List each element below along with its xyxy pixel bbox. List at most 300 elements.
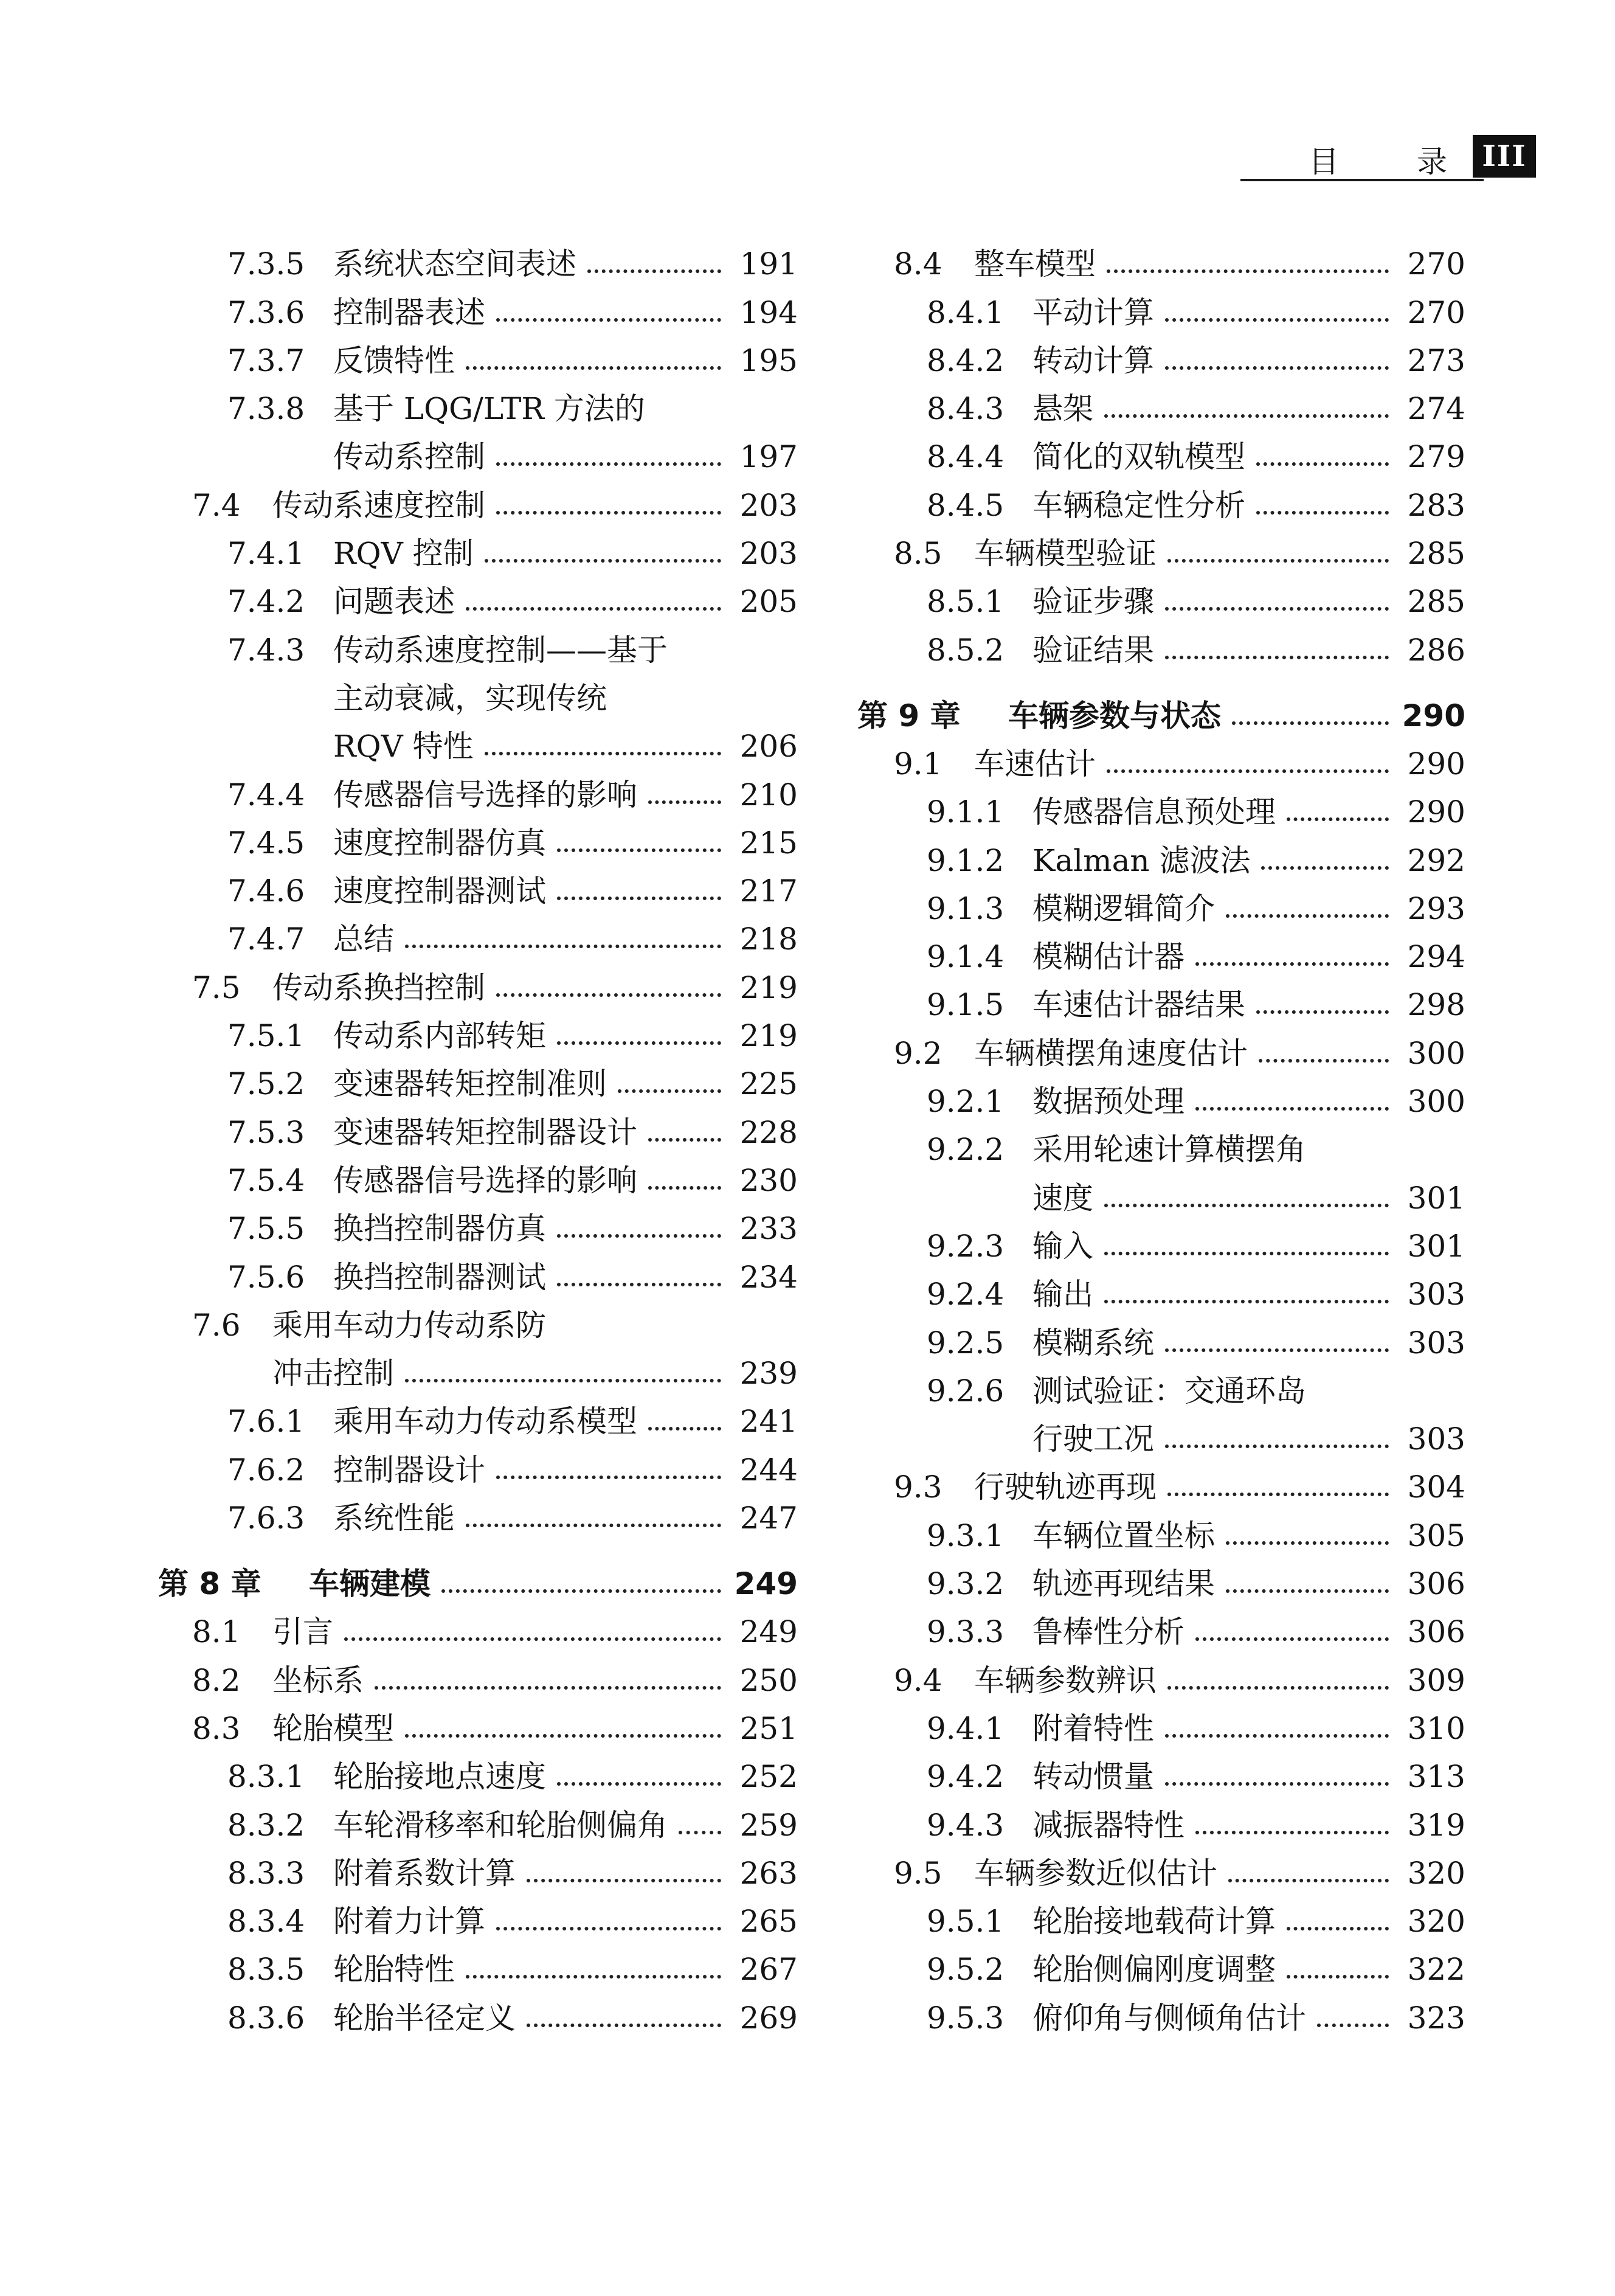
dot-leader bbox=[1165, 1348, 1389, 1352]
toc-entry-title: 轮胎模型 bbox=[272, 1710, 394, 1746]
toc-entry-number: 8.3.4 bbox=[227, 1904, 305, 1940]
toc-entry-title: 转动惯量 bbox=[1032, 1759, 1154, 1795]
toc-entry-number: 8.4 bbox=[894, 246, 942, 282]
toc-entry-page: 197 bbox=[739, 439, 798, 475]
toc-entry-title: 轮胎半径定义 bbox=[333, 2000, 516, 2036]
dot-leader bbox=[1165, 1782, 1389, 1786]
toc-entry-title: 传感器信号选择的影响 bbox=[333, 777, 637, 813]
dot-leader bbox=[1226, 1541, 1389, 1545]
dot-leader bbox=[405, 1379, 721, 1382]
dot-leader bbox=[496, 318, 721, 322]
dot-leader bbox=[1195, 1107, 1389, 1111]
toc-entry bbox=[158, 1599, 798, 1650]
toc-entry-number: 7.3.5 bbox=[227, 246, 305, 282]
header-section-label-right: 录 bbox=[1417, 144, 1447, 179]
toc-entry-page: 205 bbox=[739, 584, 798, 620]
toc-entry-number: 9.3.1 bbox=[927, 1517, 1005, 1553]
toc-entry-title: 附着力计算 bbox=[333, 1904, 485, 1940]
toc-entry bbox=[857, 569, 1465, 620]
toc-entry-number: 7.4.7 bbox=[227, 921, 305, 957]
toc-entry-page: 267 bbox=[739, 1952, 798, 1988]
toc-entry bbox=[158, 810, 798, 861]
dot-leader bbox=[485, 752, 721, 755]
toc-entry-number: 8.5.1 bbox=[927, 584, 1005, 620]
toc-entry bbox=[857, 972, 1465, 1023]
toc-entry-title: 车辆建模 bbox=[309, 1566, 431, 1602]
toc-entry-number: 7.4.3 bbox=[227, 632, 305, 668]
toc-entry bbox=[857, 231, 1465, 282]
toc-entry bbox=[857, 1406, 1465, 1457]
toc-entry-number: 8.3.1 bbox=[227, 1759, 305, 1795]
toc-entry-page: 293 bbox=[1407, 890, 1465, 926]
toc-entry-title: 轮胎侧偏刚度调整 bbox=[1032, 1952, 1276, 1988]
toc-entry bbox=[158, 1099, 798, 1150]
toc-entry-page: 301 bbox=[1407, 1180, 1465, 1216]
toc-entry bbox=[857, 1792, 1465, 1843]
toc-entry-page: 203 bbox=[739, 536, 798, 572]
toc-entry-number: 9.1 bbox=[894, 746, 942, 782]
toc-entry-number: 7.6.2 bbox=[227, 1452, 305, 1488]
toc-entry-number: 7.5.1 bbox=[227, 1018, 305, 1054]
page-number-badge: III bbox=[1473, 135, 1536, 178]
dot-leader bbox=[485, 559, 721, 563]
toc-entry-title: 传动系速度控制 bbox=[272, 487, 485, 523]
toc-entry-page: 322 bbox=[1407, 1952, 1465, 1988]
toc-entry-page: 279 bbox=[1407, 439, 1465, 475]
toc-entry-number: 8.3.3 bbox=[227, 1855, 305, 1891]
toc-entry-number: 8.4.1 bbox=[927, 294, 1005, 330]
dot-leader bbox=[527, 1879, 721, 1882]
dot-leader bbox=[557, 1041, 721, 1045]
toc-entry bbox=[857, 1888, 1465, 1940]
toc-entry-page: 270 bbox=[1407, 246, 1465, 282]
dot-leader bbox=[466, 1975, 721, 1979]
toc-entry-number: 9.4.3 bbox=[927, 1807, 1005, 1843]
toc-entry-page: 274 bbox=[1407, 391, 1465, 427]
toc-entry-number: 9.1.5 bbox=[927, 987, 1005, 1023]
toc-entry-number: 8.1 bbox=[192, 1614, 241, 1650]
dot-leader bbox=[1195, 1831, 1389, 1834]
dot-leader bbox=[1165, 318, 1389, 322]
toc-entry-number: 9.3.3 bbox=[927, 1614, 1005, 1650]
toc-entry-number: 9.1.4 bbox=[927, 939, 1005, 975]
toc-entry bbox=[158, 665, 798, 716]
toc-entry-number: 7.5.4 bbox=[227, 1162, 305, 1198]
toc-entry-title: 乘用车动力传动系防 bbox=[272, 1307, 546, 1343]
toc-entry-title: 变速器转矩控制器设计 bbox=[333, 1114, 637, 1150]
toc-entry-page: 290 bbox=[1402, 698, 1465, 734]
dot-leader bbox=[1256, 1010, 1389, 1014]
toc-entry-title: 车速估计器结果 bbox=[1032, 987, 1245, 1023]
toc-entry-title: 行驶轨迹再现 bbox=[974, 1469, 1157, 1505]
toc-entry-page: 203 bbox=[739, 487, 798, 523]
toc-entry bbox=[857, 279, 1465, 330]
toc-entry-title: 引言 bbox=[272, 1614, 333, 1650]
dot-leader bbox=[1287, 1975, 1389, 1979]
toc-entry-page: 265 bbox=[739, 1904, 798, 1940]
toc-entry-title: Kalman 滤波法 bbox=[1032, 842, 1251, 878]
toc-entry-number: 9.2.1 bbox=[927, 1084, 1005, 1120]
dot-leader bbox=[466, 607, 721, 611]
toc-entry-number: 7.4.6 bbox=[227, 873, 305, 909]
toc-entry-title: 速度 bbox=[1032, 1180, 1093, 1216]
dot-leader bbox=[557, 1782, 721, 1786]
header-rule bbox=[1240, 179, 1484, 181]
toc-entry bbox=[158, 1437, 798, 1488]
toc-entry-title: 平动计算 bbox=[1032, 294, 1154, 330]
toc-entry-page: 228 bbox=[739, 1114, 798, 1150]
toc-entry bbox=[158, 1244, 798, 1295]
dot-leader bbox=[466, 366, 721, 370]
toc-entry bbox=[158, 713, 798, 765]
dot-leader bbox=[557, 1283, 721, 1286]
toc-entry-number: 8.4.3 bbox=[927, 391, 1005, 427]
dot-leader bbox=[557, 897, 721, 900]
toc-entry-page: 290 bbox=[1407, 746, 1465, 782]
toc-entry bbox=[857, 731, 1465, 782]
dot-leader bbox=[1195, 962, 1389, 966]
toc-entry bbox=[857, 1117, 1465, 1168]
toc-entry-title: 模糊估计器 bbox=[1032, 939, 1184, 975]
toc-entry-page: 269 bbox=[739, 2000, 798, 2036]
toc-entry-title: 速度控制器仿真 bbox=[333, 825, 546, 861]
toc-right-column bbox=[857, 231, 1465, 2036]
toc-entry bbox=[158, 472, 798, 523]
toc-entry-title: 模糊逻辑简介 bbox=[1032, 890, 1215, 926]
toc-entry-page: 249 bbox=[739, 1614, 798, 1650]
toc-entry-page: 285 bbox=[1407, 536, 1465, 572]
toc-entry-title: 系统性能 bbox=[333, 1500, 455, 1536]
toc-entry-title: 采用轮速计算横摆角 bbox=[1032, 1132, 1306, 1168]
toc-entry bbox=[857, 1985, 1465, 2036]
toc-entry-title: 乘用车动力传动系模型 bbox=[333, 1404, 637, 1440]
toc-entry-number: 9.2.6 bbox=[927, 1373, 1005, 1409]
toc-entry bbox=[158, 858, 798, 909]
toc-entry bbox=[158, 279, 798, 330]
toc-entry-page: 273 bbox=[1407, 342, 1465, 378]
dot-leader bbox=[1256, 511, 1389, 515]
toc-entry-title: 问题表述 bbox=[333, 584, 455, 620]
dot-leader bbox=[557, 1234, 721, 1238]
toc-entry-number: 7.4.1 bbox=[227, 536, 305, 572]
toc-entry-title: 传感器信息预处理 bbox=[1032, 794, 1276, 830]
toc-entry-title: 车辆模型验证 bbox=[974, 536, 1157, 572]
toc-entry-title: 输入 bbox=[1032, 1228, 1093, 1264]
toc-entry-title: 轮胎特性 bbox=[333, 1952, 455, 1988]
toc-entry-page: 263 bbox=[739, 1855, 798, 1891]
toc-entry bbox=[158, 906, 798, 957]
toc-entry-page: 303 bbox=[1407, 1325, 1465, 1361]
toc-entry-number: 7.4.4 bbox=[227, 777, 305, 813]
toc-entry-page: 320 bbox=[1407, 1855, 1465, 1891]
toc-entry-title: 反馈特性 bbox=[333, 342, 455, 378]
toc-entry-page: 320 bbox=[1407, 1904, 1465, 1940]
toc-entry bbox=[857, 1309, 1465, 1361]
toc-entry-number: 7.5.2 bbox=[227, 1066, 305, 1102]
toc-entry-number: 9.2.4 bbox=[927, 1277, 1005, 1313]
toc-entry-page: 247 bbox=[739, 1500, 798, 1536]
toc-entry-title: 整车模型 bbox=[974, 246, 1096, 282]
toc-entry-number: 9.1.1 bbox=[927, 794, 1005, 830]
toc-entry-title: 验证结果 bbox=[1032, 632, 1154, 668]
dot-leader bbox=[648, 800, 721, 804]
toc-entry bbox=[158, 1389, 798, 1440]
toc-chapter-entry bbox=[158, 1533, 798, 1602]
dot-leader bbox=[1261, 866, 1389, 870]
toc-entry bbox=[857, 472, 1465, 523]
toc-entry-page: 241 bbox=[739, 1404, 798, 1440]
toc-entry-number: 第 9 章 bbox=[857, 698, 961, 734]
toc-entry-page: 304 bbox=[1407, 1469, 1465, 1505]
toc-entry-number: 8.5 bbox=[894, 536, 942, 572]
toc-entry bbox=[857, 779, 1465, 830]
toc-entry bbox=[857, 617, 1465, 668]
toc-entry-title: 简化的双轨模型 bbox=[1032, 439, 1245, 475]
toc-entry bbox=[158, 521, 798, 572]
toc-entry-title: 基于 LQG/LTR 方法的 bbox=[333, 391, 645, 427]
toc-entry-number: 7.6 bbox=[192, 1307, 241, 1343]
toc-entry bbox=[158, 1292, 798, 1343]
toc-entry-title: 车辆参数与状态 bbox=[1008, 698, 1221, 734]
toc-entry-number: 9.5.2 bbox=[927, 1952, 1005, 1988]
toc-entry-number: 7.6.1 bbox=[227, 1404, 305, 1440]
toc-entry-number: 8.2 bbox=[192, 1662, 241, 1698]
toc-entry-page: 305 bbox=[1407, 1517, 1465, 1553]
toc-entry-page: 234 bbox=[739, 1259, 798, 1295]
toc-entry-number: 7.3.8 bbox=[227, 391, 305, 427]
toc-entry-page: 218 bbox=[739, 921, 798, 957]
toc-entry-number: 8.3 bbox=[192, 1710, 241, 1746]
dot-leader bbox=[1228, 1879, 1389, 1882]
toc-entry bbox=[158, 761, 798, 813]
toc-entry bbox=[857, 1502, 1465, 1553]
dot-leader bbox=[557, 848, 721, 852]
toc-entry-page: 251 bbox=[739, 1710, 798, 1746]
dot-leader bbox=[1104, 1300, 1389, 1303]
toc-entry bbox=[158, 1985, 798, 2036]
dot-leader bbox=[405, 945, 721, 948]
toc-entry-page: 306 bbox=[1407, 1566, 1465, 1602]
toc-entry-page: 191 bbox=[739, 246, 798, 282]
toc-entry bbox=[857, 1937, 1465, 1988]
toc-entry-title: 车速估计 bbox=[974, 746, 1096, 782]
toc-entry-page: 286 bbox=[1407, 632, 1465, 668]
toc-entry-number: 9.2.2 bbox=[927, 1132, 1005, 1168]
toc-entry-page: 303 bbox=[1407, 1421, 1465, 1457]
toc-entry-page: 219 bbox=[739, 1018, 798, 1054]
toc-entry bbox=[158, 231, 798, 282]
toc-entry-page: 285 bbox=[1407, 584, 1465, 620]
toc-entry bbox=[158, 1340, 798, 1392]
toc-entry-title: 车轮滑移率和轮胎侧偏角 bbox=[333, 1807, 668, 1843]
dot-leader bbox=[1107, 769, 1389, 773]
toc-entry bbox=[857, 1213, 1465, 1264]
toc-entry-title: 轨迹再现结果 bbox=[1032, 1566, 1215, 1602]
toc-entry-title: 换挡控制器测试 bbox=[333, 1259, 546, 1295]
toc-entry-page: 219 bbox=[739, 969, 798, 1005]
toc-entry-number: 7.4.2 bbox=[227, 584, 305, 620]
toc-entry-number: 7.3.7 bbox=[227, 342, 305, 378]
toc-entry-title: 换挡控制器仿真 bbox=[333, 1211, 546, 1247]
toc-entry-number: 7.4.5 bbox=[227, 825, 305, 861]
dot-leader bbox=[1165, 366, 1389, 370]
toc-entry-number: 8.3.5 bbox=[227, 1952, 305, 1988]
toc-entry-title: 坐标系 bbox=[272, 1662, 364, 1698]
dot-leader bbox=[587, 269, 721, 273]
toc-entry bbox=[158, 1792, 798, 1843]
dot-leader bbox=[1226, 914, 1389, 918]
toc-entry-number: 7.5.5 bbox=[227, 1211, 305, 1247]
header-section-label-left: 目 bbox=[1309, 144, 1339, 179]
toc-entry-number: 9.1.2 bbox=[927, 842, 1005, 878]
toc-entry-title: 悬架 bbox=[1032, 391, 1093, 427]
toc-entry-title: 验证步骤 bbox=[1032, 584, 1154, 620]
toc-entry-title: 数据预处理 bbox=[1032, 1084, 1184, 1120]
dot-leader bbox=[1165, 1445, 1389, 1448]
toc-entry bbox=[857, 521, 1465, 572]
toc-entry-title: 车辆参数近似估计 bbox=[974, 1855, 1217, 1891]
dot-leader bbox=[618, 1089, 721, 1093]
toc-entry-page: 323 bbox=[1407, 2000, 1465, 2036]
toc-entry bbox=[857, 376, 1465, 427]
toc-entry-page: 215 bbox=[739, 825, 798, 861]
dot-leader bbox=[1226, 1589, 1389, 1593]
toc-entry bbox=[158, 424, 798, 475]
toc-entry-title: 车辆稳定性分析 bbox=[1032, 487, 1245, 523]
toc-entry-number: 9.5 bbox=[894, 1855, 942, 1891]
toc-entry-page: 313 bbox=[1407, 1759, 1465, 1795]
toc-entry-number: 7.3.6 bbox=[227, 294, 305, 330]
toc-entry bbox=[857, 1165, 1465, 1216]
toc-entry-title: 减振器特性 bbox=[1032, 1807, 1184, 1843]
toc-entry bbox=[158, 376, 798, 427]
dot-leader bbox=[1195, 1637, 1389, 1641]
toc-entry bbox=[158, 1840, 798, 1891]
toc-entry bbox=[857, 424, 1465, 475]
toc-entry bbox=[857, 328, 1465, 376]
toc-entry bbox=[158, 1003, 798, 1054]
toc-entry-page: 310 bbox=[1407, 1710, 1465, 1746]
dot-leader bbox=[1167, 559, 1389, 563]
toc-entry-number: 8.4.5 bbox=[927, 487, 1005, 523]
toc-entry-number: 9.5.3 bbox=[927, 2000, 1005, 2036]
toc-entry-title: 传动系速度控制——基于 bbox=[333, 632, 668, 668]
toc-entry-page: 250 bbox=[739, 1662, 798, 1698]
toc-entry bbox=[857, 1069, 1465, 1120]
dot-leader bbox=[1165, 656, 1389, 659]
dot-leader bbox=[648, 1186, 721, 1190]
toc-entry-number: 8.3.6 bbox=[227, 2000, 305, 2036]
toc-entry-title: 模糊系统 bbox=[1032, 1325, 1154, 1361]
toc-entry bbox=[158, 954, 798, 1005]
dot-leader bbox=[405, 1734, 721, 1738]
toc-entry bbox=[158, 1196, 798, 1247]
toc-entry-title: 车辆横摆角速度估计 bbox=[974, 1035, 1248, 1071]
toc-entry bbox=[158, 1647, 798, 1698]
toc-entry-page: 210 bbox=[739, 777, 798, 813]
toc-entry-page: 225 bbox=[739, 1066, 798, 1102]
toc-entry-title: 控制器表述 bbox=[333, 294, 485, 330]
toc-entry bbox=[857, 924, 1465, 975]
toc-entry-number: 8.4.2 bbox=[927, 342, 1005, 378]
toc-entry-page: 298 bbox=[1407, 987, 1465, 1023]
toc-entry-page: 194 bbox=[739, 294, 798, 330]
toc-entry-page: 217 bbox=[739, 873, 798, 909]
toc-entry-number: 9.4.1 bbox=[927, 1710, 1005, 1746]
toc-entry-title: RQV 控制 bbox=[333, 536, 474, 572]
toc-entry-page: 309 bbox=[1407, 1662, 1465, 1698]
toc-entry bbox=[158, 1937, 798, 1988]
toc-entry bbox=[158, 1485, 798, 1536]
toc-entry-number: 9.3 bbox=[894, 1469, 942, 1505]
toc-entry-title: 传动系换挡控制 bbox=[272, 969, 485, 1005]
dot-leader bbox=[496, 462, 721, 466]
toc-entry-title: 附着系数计算 bbox=[333, 1855, 516, 1891]
toc-entry-number: 9.2 bbox=[894, 1035, 942, 1071]
dot-leader bbox=[441, 1589, 721, 1593]
dot-leader bbox=[1104, 414, 1389, 418]
toc-entry bbox=[857, 1647, 1465, 1698]
toc-entry-title: 俯仰角与侧倾角估计 bbox=[1032, 2000, 1306, 2036]
toc-entry-title: 行驶工况 bbox=[1032, 1421, 1154, 1457]
toc-entry-number: 8.3.2 bbox=[227, 1807, 305, 1843]
toc-entry-number: 8.4.4 bbox=[927, 439, 1005, 475]
toc-entry-page: 319 bbox=[1407, 1807, 1465, 1843]
toc-entry-number: 7.4 bbox=[192, 487, 241, 523]
toc-entry-page: 252 bbox=[739, 1759, 798, 1795]
toc-entry-title: 车辆位置坐标 bbox=[1032, 1517, 1215, 1553]
dot-leader bbox=[1167, 1493, 1389, 1496]
dot-leader bbox=[1256, 462, 1389, 466]
toc-entry-title: 系统状态空间表述 bbox=[333, 246, 576, 282]
toc-entry-title: 传动系内部转矩 bbox=[333, 1018, 546, 1054]
dot-leader bbox=[1287, 1927, 1389, 1930]
toc-entry bbox=[158, 1744, 798, 1795]
toc-entry-title: 车辆参数辨识 bbox=[974, 1662, 1157, 1698]
dot-leader bbox=[1167, 1686, 1389, 1690]
dot-leader bbox=[496, 993, 721, 997]
toc-entry-title: 控制器设计 bbox=[333, 1452, 485, 1488]
toc-entry-title: 主动衰减，实现传统 bbox=[333, 680, 607, 716]
dot-leader bbox=[527, 2024, 721, 2027]
toc-entry bbox=[158, 328, 798, 376]
toc-entry-title: 附着特性 bbox=[1032, 1710, 1154, 1746]
toc-entry bbox=[857, 1454, 1465, 1505]
toc-entry bbox=[857, 1744, 1465, 1795]
dot-leader bbox=[648, 1427, 721, 1431]
toc-entry-title: 测试验证：交通环岛 bbox=[1032, 1373, 1306, 1409]
toc-entry-title: 冲击控制 bbox=[272, 1356, 394, 1392]
toc-entry-page: 270 bbox=[1407, 294, 1465, 330]
dot-leader bbox=[1259, 1059, 1389, 1063]
dot-leader bbox=[344, 1637, 721, 1641]
dot-leader bbox=[375, 1686, 721, 1690]
toc-entry bbox=[857, 1020, 1465, 1071]
toc-entry-page: 239 bbox=[739, 1356, 798, 1392]
toc-entry-page: 249 bbox=[734, 1566, 798, 1602]
toc-entry-title: 变速器转矩控制准则 bbox=[333, 1066, 607, 1102]
toc-entry-page: 301 bbox=[1407, 1228, 1465, 1264]
toc-entry-title: 速度控制器测试 bbox=[333, 873, 546, 909]
toc-entry bbox=[857, 1551, 1465, 1602]
toc-entry-title: 轮胎接地点速度 bbox=[333, 1759, 546, 1795]
toc-chapter-entry bbox=[857, 665, 1465, 734]
toc-entry-number: 9.5.1 bbox=[927, 1904, 1005, 1940]
dot-leader bbox=[1165, 1734, 1389, 1738]
toc-entry-page: 283 bbox=[1407, 487, 1465, 523]
toc-entry-number: 9.2.5 bbox=[927, 1325, 1005, 1361]
dot-leader bbox=[648, 1138, 721, 1142]
